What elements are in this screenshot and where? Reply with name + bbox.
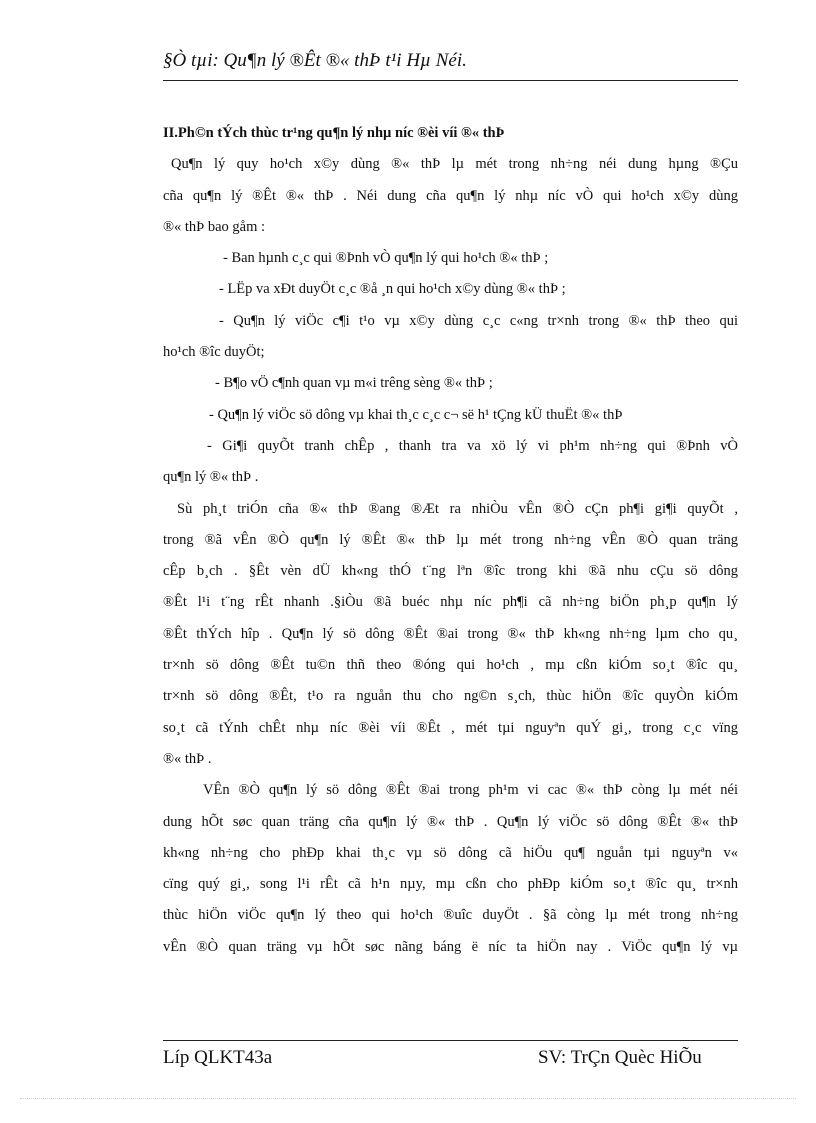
text-line: tr×nh sö dông ®Êt tu©n thñ theo ®óng qui ho¹ch , mµ cßn kiÓm so¸t ®îc qu¸ bbox=[163, 657, 738, 674]
text-line: dung hÕt søc quan träng cña qu¶n lý ®« thÞ . Qu¶n lý viÖc sö dông ®Êt ®« thÞ bbox=[163, 813, 738, 830]
text-line: Sù ph¸t triÓn cña ®« thÞ ®ang ®Æt ra nhiÒu vÊn ®Ò cÇn ph¶i gi¶i quyÕt , bbox=[177, 500, 738, 517]
text-line: - LËp va xÐt duyÖt c¸c ®å ¸n qui ho¹ch x©y dùng ®« thÞ ; bbox=[219, 281, 566, 298]
text-line: ®« thÞ . bbox=[163, 750, 212, 767]
section-heading: II.Ph©n tÝch thùc tr¹ng qu¶n lý nhµ níc ®èi víi ®« thÞ bbox=[163, 125, 505, 141]
text-line: trong ®ã vÊn ®Ò qu¶n lý ®Êt ®« thÞ lµ mét trong nh÷ng vÊn ®Ò quan träng bbox=[163, 531, 738, 548]
text-line: vÊn ®Ò quan träng vµ hÕt søc nãng báng ë níc ta hiÖn nay . ViÖc qu¶n lý vµ bbox=[163, 938, 738, 955]
text-line: - Qu¶n lý viÖc sö dông vµ khai th¸c c¸c c¬ së h¹ tÇng kÜ thuËt ®« thÞ bbox=[209, 406, 623, 423]
text-line: - Qu¶n lý viÖc c¶i t¹o vµ x©y dùng c¸c c«ng tr×nh trong ®« thÞ theo qui bbox=[219, 312, 738, 329]
text-line: ®Êt thÝch hîp . Qu¶n lý sö dông ®Êt ®ai trong ®« thÞ kh«ng nh÷ng lµm cho qu¸ bbox=[163, 625, 738, 642]
text-line: ho¹ch ®îc duyÖt; bbox=[163, 344, 265, 361]
text-line: kh«ng nh÷ng cho phÐp khai th¸c vµ sö dông cã hiÖu qu¶ nguån tµi nguyªn v« bbox=[163, 844, 738, 861]
text-line: cÊp b¸ch . §Êt vèn dÜ kh«ng thÓ t¨ng lªn ®îc trong khi ®ã nhu cÇu sö dông bbox=[163, 563, 738, 580]
text-line: ®Êt l¹i t¨ng rÊt nhanh .§iÒu ®ã buéc nhµ níc ph¶i cã nh÷ng biÖn ph¸p qu¶n lý bbox=[163, 594, 738, 611]
footer-divider bbox=[163, 1040, 738, 1041]
footer-student-label: SV: TrÇn Quèc HiÕu bbox=[538, 1047, 702, 1068]
page-bottom-edge bbox=[20, 1098, 796, 1099]
text-line: cña qu¶n lý ®Êt ®« thÞ . Néi dung cña qu¶n lý nhµ níc vÒ qui ho¹ch x©y dùng bbox=[163, 187, 738, 204]
text-line: - Gi¶i quyÕt tranh chÊp , thanh tra va xö lý vi ph¹m nh÷ng qui ®Þnh vÒ bbox=[207, 437, 738, 454]
text-line: Qu¶n lý quy ho¹ch x©y dùng ®« thÞ lµ mét trong nh÷ng néi dung hµng ®Çu bbox=[171, 156, 738, 173]
text-line: - B¶o vÖ c¶nh quan vµ m«i trêng sèng ®« thÞ ; bbox=[215, 375, 493, 392]
text-line: ®« thÞ bao gåm : bbox=[163, 218, 266, 235]
footer-class-label: Líp QLKT43a bbox=[163, 1047, 273, 1068]
text-line: VÊn ®Ò qu¶n lý sö dông ®Êt ®ai trong ph¹m vi cac ®« thÞ còng lµ mét néi bbox=[203, 782, 738, 799]
header-divider bbox=[163, 80, 738, 81]
text-line: thùc hiÖn viÖc qu¶n lý theo qui ho¹ch ®uîc duyÖt . §ã còng lµ mét trong nh÷ng bbox=[163, 907, 738, 924]
text-line: so¸t cã tÝnh chÊt nhµ níc ®èi víi ®Êt , mét tµi nguyªn quÝ gi¸, trong c¸c vïng bbox=[163, 719, 738, 736]
text-line: tr×nh sö dông ®Êt, t¹o ra nguån thu cho ng©n s¸ch, thùc hiÖn ®îc quyÒn kiÓm bbox=[163, 688, 738, 705]
text-line: cïng quý gi¸, song l¹i rÊt cã h¹n nµy, mµ cßn cho phÐp kiÓm so¸t ®îc qu¸ tr×nh bbox=[163, 876, 738, 893]
text-line: qu¶n lý ®« thÞ . bbox=[163, 469, 259, 486]
body-text bbox=[163, 118, 738, 963]
page-header-title: §Ò tµi: Qu¶n lý ®Êt ®« thÞ t¹i Hµ Néi. bbox=[163, 50, 467, 71]
text-line: - Ban hµnh c¸c qui ®Þnh vÒ qu¶n lý qui ho¹ch ®« thÞ ; bbox=[223, 250, 549, 267]
